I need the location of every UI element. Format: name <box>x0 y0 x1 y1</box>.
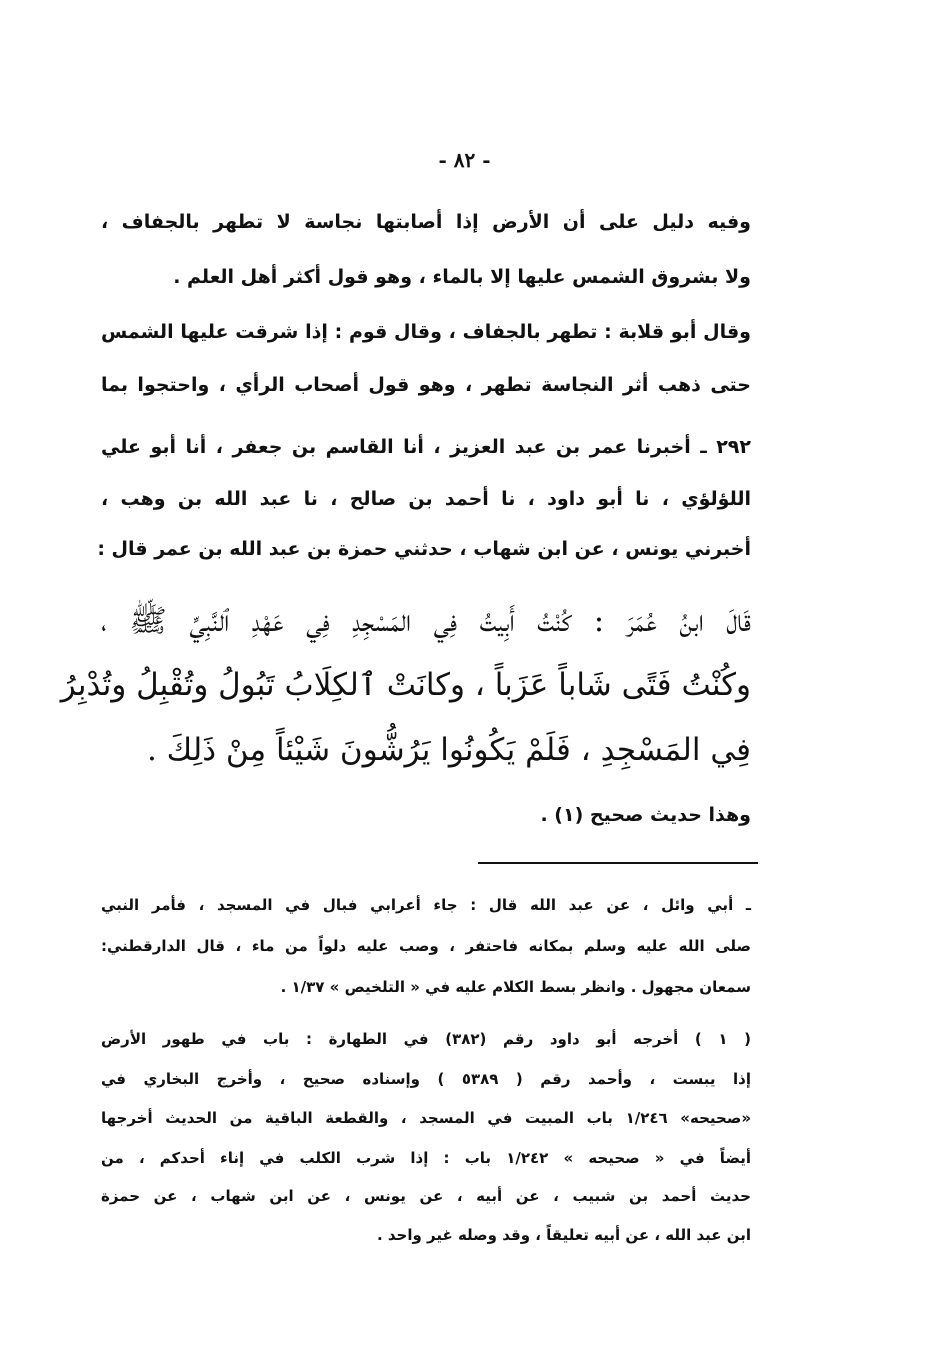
footnote-prev-line-3: سمعان مجهول . وانظر بسط الكلام عليه في « التلخيص » ١/٣٧ . <box>280 978 751 996</box>
hadith-line-1: قَالَ ابنُ عُمَرَ : كُنْتُ أَبِيتُ فِي المَسْجِدِ فِي عَهْدِ ٱلنَّبِيِّ ﷺ ، <box>101 603 751 639</box>
footnote-1-line-2: إذا يبست ، وأحمد رقم ( ٥٣٨٩ ) وإسناده صحيح ، وأخرج البخاري في <box>101 1070 751 1088</box>
footnote-prev-line-2: صلى الله عليه وسلم بمكانه فاحتفر ، وصب عليه دلواً من ماء ، قال الدارقطني: <box>101 937 751 955</box>
hadith-line-3: فِي المَسْجِدِ ، فَلَمْ يَكُونُوا يَرُشُّونَ شَيْئاً مِنْ ذَلِكَ . <box>146 732 751 768</box>
main-text-line-7: أخبرني يونس ، عن ابن شهاب ، حدثني حمزة بن عبد الله بن عمر قال : <box>97 538 751 560</box>
main-text-line-6: اللؤلؤي ، نا أبو داود ، نا أحمد بن صالح ، نا عبد الله بن وهب ، <box>101 488 751 510</box>
page-number: - ٨٢ - <box>438 148 491 172</box>
main-text-line-4: حتى ذهب أثر النجاسة تطهر ، وهو قول أصحاب الرأي ، واحتجوا بما <box>101 374 751 396</box>
footnote-1-line-3: «صحيحه» ١/٢٤٦ باب المبيت في المسجد ، والقطعة الباقية من الحديث أخرجها <box>101 1109 752 1127</box>
footnote-prev-line-1: ـ أبي وائل ، عن عبد الله قال : جاء أعرابي فبال في المسجد ، فأمر النبي <box>101 896 751 914</box>
hadith-line-2: وكُنْتُ فَتًى شَاباً عَزَباً ، وكانَتْ ٱلكِلَابُ تَبُولُ وتُقْبِلُ وتُدْبِرُ <box>60 667 751 703</box>
grading-line: وهذا حديث صحيح (١) . <box>540 804 751 826</box>
main-text-line-3: وقال أبو قلابة : تطهر بالجفاف ، وقال قوم : إذا شرقت عليها الشمس <box>101 321 751 343</box>
footnote-1-line-6: ابن عبد الله ، عن أبيه تعليقاً ، وقد وصله غير واحد . <box>376 1226 751 1244</box>
main-text-line-5: ٢٩٢ ـ أخبرنا عمر بن عبد العزيز ، أنا القاسم بن جعفر ، أنا أبو علي <box>101 436 751 458</box>
main-text-line-2: ولا بشروق الشمس عليها إلا بالماء ، وهو قول أكثر أهل العلم . <box>173 266 751 288</box>
footnote-separator <box>478 862 758 864</box>
footnote-1-line-5: حديث أحمد بن شبيب ، عن أبيه ، عن يونس ، عن ابن شهاب ، عن حمزة <box>101 1187 751 1205</box>
footnote-1-line-4: أيضاً في « صحيحه » ١/٢٤٢ باب : إذا شرب الكلب في إناء أحدكم ، من <box>101 1149 751 1167</box>
footnote-1-line-1: ( ١ ) أخرجه أبو داود رقم (٣٨٢) في الطهارة : باب في طهور الأرض <box>101 1030 751 1048</box>
main-text-line-1: وفيه دليل على أن الأرض إذا أصابتها نجاسة لا تطهر بالجفاف ، <box>101 211 751 233</box>
